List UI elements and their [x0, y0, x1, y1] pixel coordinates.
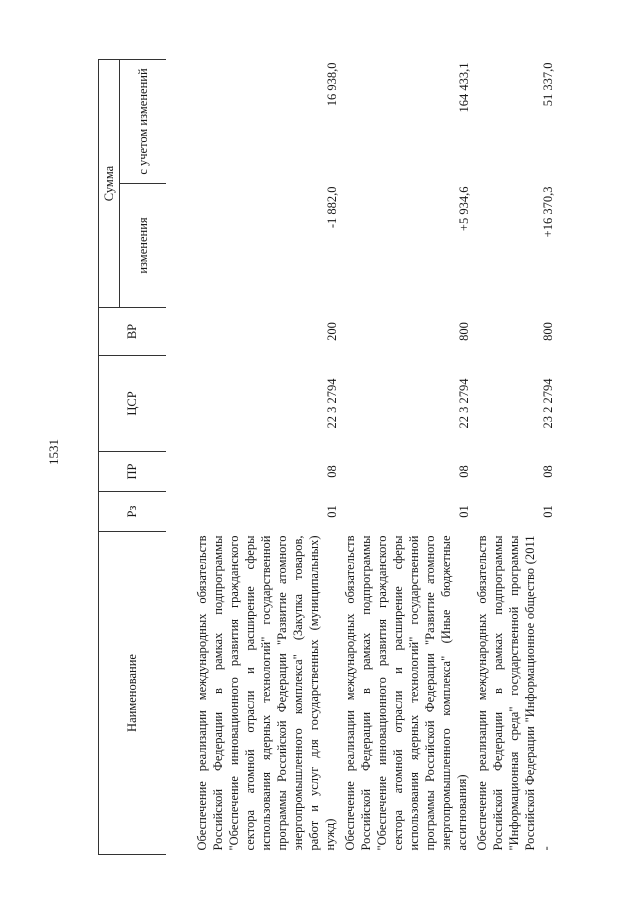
header-with-change: с учетом изменений — [120, 60, 166, 184]
row-change: +5 934,6 — [456, 186, 471, 232]
table-row — [472, 60, 556, 855]
table-row — [192, 60, 340, 855]
header-pr: ПР — [99, 452, 166, 492]
row-csr: 23 2 2794 — [540, 378, 555, 429]
row-rz: 01 — [540, 505, 555, 518]
row-csr: 22 3 2794 — [456, 378, 471, 429]
row-name: Обеспечение реализации международных обязательств Российской Федерации в рамках подпрограммы "Информационная среда" государственной программы Российской Федерации "Информационное общество (2011 - — [474, 535, 553, 851]
row-pr: 08 — [456, 465, 471, 478]
row-rz: 01 — [324, 505, 339, 518]
header-change: изменения — [120, 184, 166, 308]
page-number: 1531 — [46, 439, 61, 465]
row-pr: 08 — [324, 465, 339, 478]
table-body — [166, 60, 556, 855]
header-vr: ВР — [99, 308, 166, 356]
row-name: Обеспечение реализации международных обязательств Российской Федерации в рамках подпрограммы "Обеспечение инновационного развития гражданского сектора атомной отрасли и расширение сферы использования ядерных технологий" государственной программы Российской Федерации "Развитие атомного энергопромышленного комплекса" (Иные бюджетные ассигнования) — [342, 535, 469, 851]
row-change: -1 882,0 — [324, 186, 339, 229]
header-sum: Сумма — [99, 60, 120, 308]
row-vr: 200 — [324, 322, 339, 341]
row-vr: 800 — [456, 322, 471, 341]
row-vr: 800 — [540, 322, 555, 341]
header-rz: Рз — [99, 492, 166, 532]
header-name: Наименование — [99, 532, 166, 855]
row-csr: 22 3 2794 — [324, 378, 339, 429]
row-rz: 01 — [456, 505, 471, 518]
row-total: 164 433,1 — [456, 62, 471, 113]
row-total: 51 337,0 — [540, 62, 555, 107]
row-pr: 08 — [540, 465, 555, 478]
budget-table — [98, 59, 556, 855]
table-header — [99, 60, 166, 855]
row-total: 16 938,0 — [324, 62, 339, 107]
table-row — [340, 60, 472, 855]
row-change: +16 370,3 — [540, 186, 555, 238]
header-csr: ЦСР — [99, 356, 166, 452]
budget-table-rotated — [98, 60, 606, 855]
row-name: Обеспечение реализации международных обязательств Российской Федерации в рамках подпрограммы "Обеспечение инновационного развития гражданского сектора атомной отрасли и расширение сферы использования ядерных технологий" государственной программы Российской Федерации "Развитие атомного энергопромышленного комплекса" (Закупка товаров, работ и услуг для государственных (муниципальных) нужд) — [194, 535, 337, 851]
